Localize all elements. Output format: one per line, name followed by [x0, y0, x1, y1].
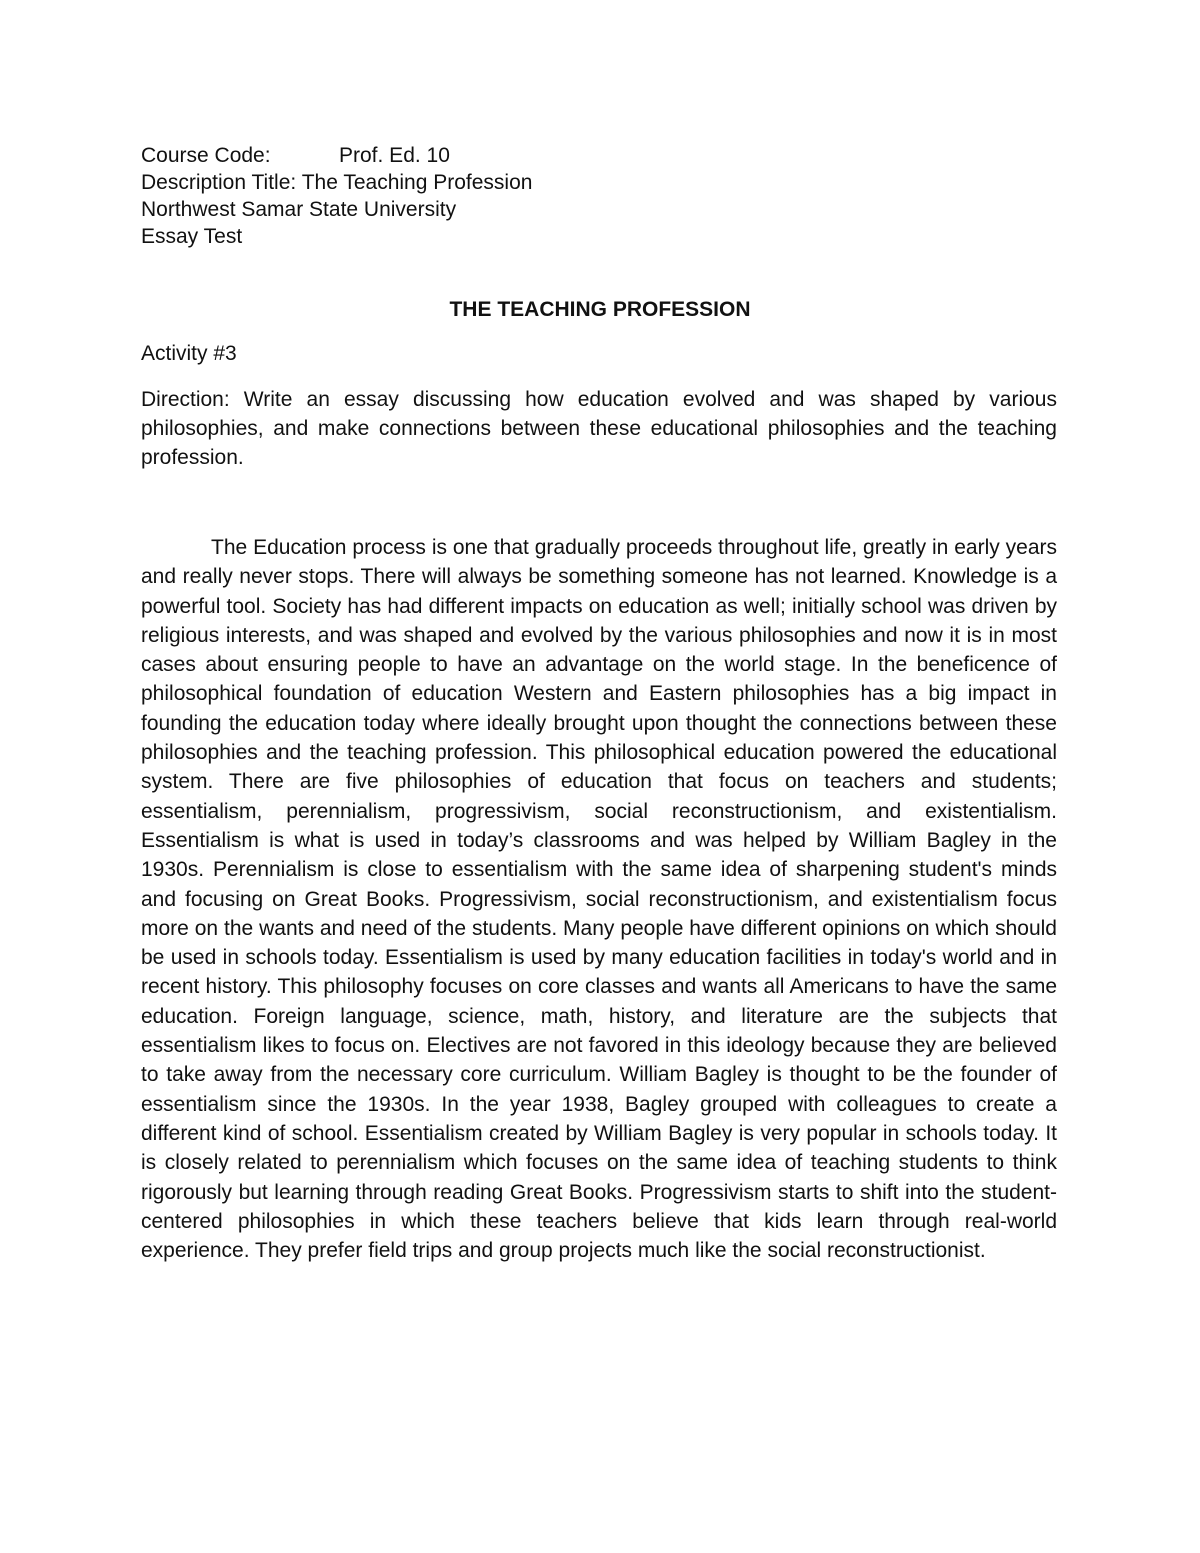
description-title-value: The Teaching Profession	[301, 171, 533, 194]
course-code-label: Course Code:	[141, 144, 271, 167]
essay-paragraph: The Education process is one that gradually proceeds throughout life, greatly in early years and really never stops. There will always be something someone has not learned. Knowledge is a powerful tool. Society has had different impacts on education as well; initially school was driven by religious interests, and was shaped and evolved by the various philosophies and now it is in most cases about ensuring people to have an advantage on the world stage. In the beneficence of philosophical foundation of education Western and Eastern philosophies has a big impact in founding the education today where ideally brought upon thought the connections between these philosophies and the teaching profession. This philosophical education powered the educational system. There are five philosophies of education that focus on teachers and students; essentialism, perennialism, progressivism, social reconstructionism, and existentialism. Essentialism is what is used in today’s classrooms and was helped by William Bagley in the 1930s. Perennialism is close to essentialism with the same idea of sharpening student's minds and focusing on Great Books. Progressivism, social reconstructionism, and existentialism focus more on the wants and need of the students. Many people have different opinions on which should be used in schools today. Essentialism is used by many education facilities in today's world and in recent history. This philosophy focuses on core classes and wants all Americans to have the same education. Foreign language, science, math, history, and literature are the subjects that essentialism likes to focus on. Electives are not favored in this ideology because they are believed to take away from the necessary core curriculum. William Bagley is thought to be the founder of essentialism since the 1930s. In the year 1938, Bagley grouped with colleagues to create a different kind of school. Essentialism created by William Bagley is very popular in schools today. It is closely related to perennialism which focuses on the same idea of teaching students to think rigorously but learning through reading Great Books. Progressivism starts to shift into the student-centered philosophies in which these teachers believe that kids learn through real-world experience. They prefer field trips and group projects much like the social reconstructionist.	[141, 536, 1057, 1263]
description-title-line	[141, 169, 532, 196]
course-code-value: Prof. Ed. 10	[339, 144, 450, 167]
course-code-line	[141, 142, 532, 169]
university-name: Northwest Samar State University	[141, 198, 457, 221]
description-title-label: Description Title:	[141, 171, 297, 194]
document-title: THE TEACHING PROFESSION	[449, 298, 751, 321]
test-type: Essay Test	[141, 225, 243, 248]
direction-text: Direction: Write an essay discussing how education evolved and was shaped by various philosophies, and make connections between these educational philosophies and the teaching profession.	[141, 388, 1057, 469]
document-header	[141, 142, 532, 250]
activity-label: Activity #3	[141, 342, 237, 365]
